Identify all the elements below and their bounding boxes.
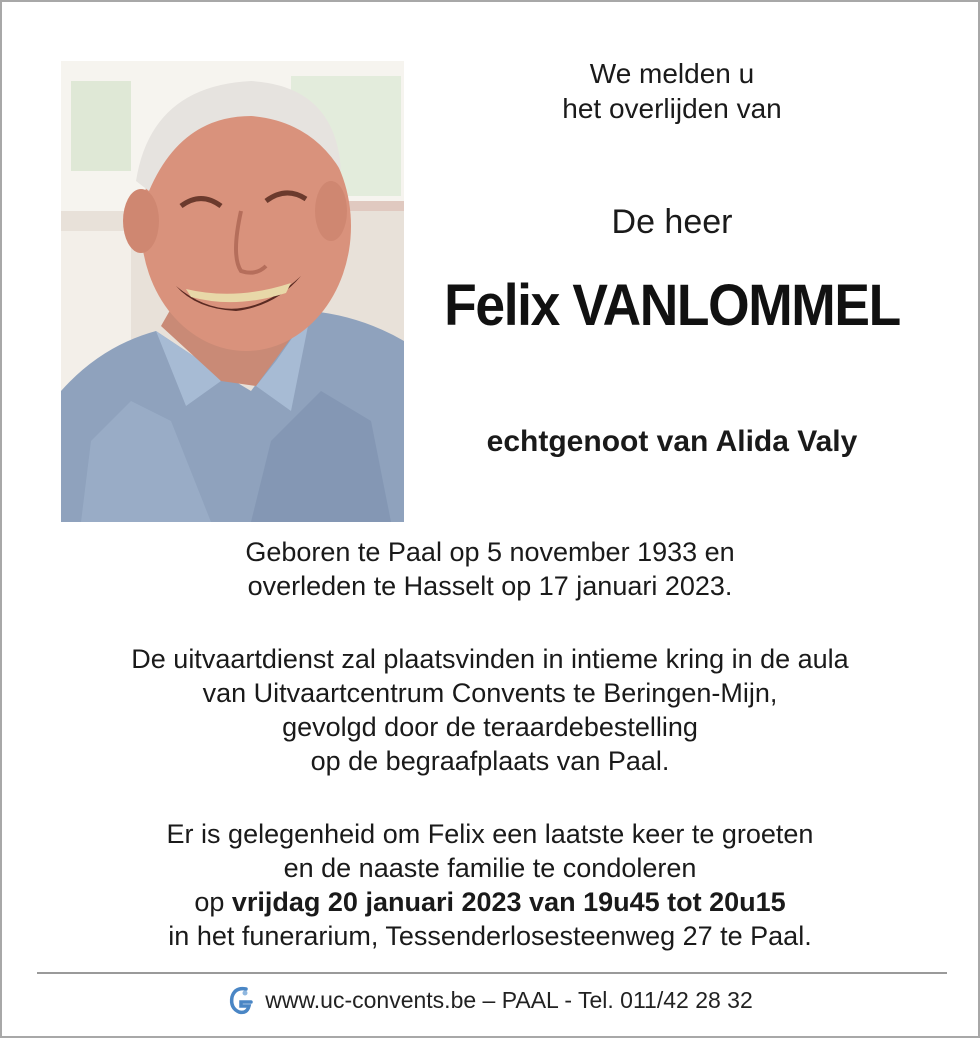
service-line-4: op de begraafplaats van Paal. — [310, 746, 670, 776]
visit-line-3 — [2, 885, 978, 919]
service-line-3: gevolgd door de teraardebestelling — [282, 712, 698, 742]
spouse-line: echtgenoot van Alida Valy — [486, 425, 858, 458]
footer-divider — [37, 972, 947, 974]
service-line-2: van Uitvaartcentrum Convents te Beringen-Mijn, — [202, 678, 778, 708]
intro-text — [522, 56, 822, 126]
portrait-photo — [61, 61, 404, 522]
deceased-name: Felix VANLOMMEL — [444, 273, 900, 338]
born-line-2: overleden te Hasselt op 17 januari 2023. — [247, 571, 733, 601]
footer-contact: www.uc-convents.be – PAAL - Tel. 011/42 28 32 — [265, 986, 753, 1013]
intro-line-1: We melden u — [589, 58, 755, 89]
visitation-date-time: vrijdag 20 januari 2023 van 19u45 tot 20u15 — [231, 887, 786, 917]
visit-line-1: Er is gelegenheid om Felix een laatste keer te groeten — [166, 819, 814, 849]
visit-line-3-prefix: op — [194, 887, 225, 917]
visit-line-4: in het funerarium, Tessenderlosesteenweg 27 te Paal. — [168, 921, 812, 951]
service-paragraph — [2, 642, 978, 778]
honorific: De heer — [611, 203, 733, 241]
visit-line-2: en de naaste familie te condoleren — [283, 853, 697, 883]
visitation-paragraph — [2, 817, 978, 953]
born-line-1: Geboren te Paal op 5 november 1933 en — [245, 537, 735, 567]
uc-convents-logo-icon — [227, 984, 253, 1016]
footer — [2, 982, 978, 1018]
birth-death-paragraph — [2, 535, 978, 603]
service-line-1: De uitvaartdienst zal plaatsvinden in intieme kring in de aula — [131, 644, 849, 674]
intro-line-2: het overlijden van — [562, 93, 782, 124]
